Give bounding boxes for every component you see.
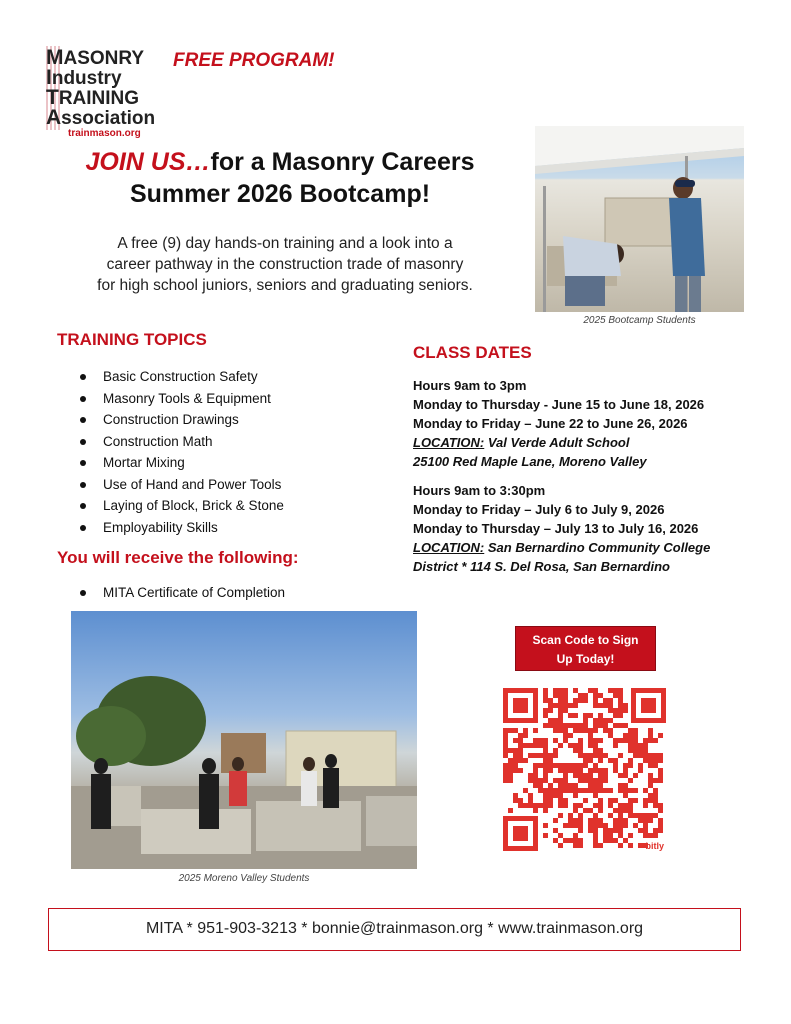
list-item: Basic Construction Safety	[80, 366, 284, 388]
location-name: Val Verde Adult School	[484, 435, 630, 450]
photo2-illustration	[71, 611, 417, 869]
signup-qr-code[interactable]	[503, 688, 666, 851]
bitly-logo: bitly	[645, 841, 664, 851]
intro-paragraph	[70, 233, 500, 296]
session2-dates-line: Monday to Friday – July 6 to July 9, 2026	[413, 502, 665, 517]
logo-row-masonry: MASONRY	[46, 46, 145, 69]
list-item: Employability Skills	[80, 517, 284, 539]
list-item: Mortar Mixing	[80, 452, 284, 474]
session1-address: 25100 Red Maple Lane, Moreno Valley	[413, 454, 647, 469]
class-dates-heading: CLASS DATES	[413, 343, 532, 362]
headline-line2: Summer 2026 Bootcamp!	[129, 180, 431, 208]
mita-logo	[46, 44, 176, 142]
session1-dates-line: Monday to Thursday - June 15 to June 18, 2026	[413, 397, 705, 412]
headline	[40, 146, 520, 210]
session2-hours: Hours 9am to 3:30pm	[413, 483, 546, 498]
contact-footer: MITA * 951-903-3213 * bonnie@trainmason.org * www.trainmason.org	[48, 908, 741, 951]
logo-row-training: TRAINING	[46, 86, 140, 109]
logo-url: trainmason.org	[68, 128, 141, 139]
bootcamp-students-photo	[535, 126, 744, 312]
location-label: LOCATION:	[413, 435, 485, 450]
session1-dates-line: Monday to Friday – June 22 to June 26, 2026	[413, 416, 688, 431]
free-program-label: FREE PROGRAM!	[173, 50, 335, 71]
moreno-valley-students-photo	[71, 611, 417, 869]
headline-line1: for a Masonry Careers	[210, 148, 475, 176]
session2-location	[413, 538, 710, 557]
qr-code-graphic	[503, 688, 666, 851]
intro-line: career pathway in the construction trade of masonry	[106, 256, 464, 273]
receive-heading: You will receive the following:	[57, 548, 299, 567]
logo-row-association: Association	[46, 106, 156, 129]
session2-address: District * 114 S. Del Rosa, San Bernardino	[413, 559, 670, 574]
list-item: Use of Hand and Power Tools	[80, 474, 284, 496]
list-item: Masonry Tools & Equipment	[80, 388, 284, 410]
scan-line: Scan Code to Sign	[532, 633, 639, 647]
logo-row-industry: Industry	[46, 66, 122, 89]
session2-dates-line: Monday to Thursday – July 13 to July 16, 2026	[413, 521, 699, 536]
scan-code-label	[515, 626, 656, 671]
training-topics-list	[80, 366, 284, 538]
intro-line: for high school juniors, seniors and graduating seniors.	[97, 277, 473, 294]
class-dates	[413, 376, 710, 576]
session1-location	[413, 433, 710, 452]
location-name: San Bernardino Community College	[484, 540, 711, 555]
list-item: Laying of Block, Brick & Stone	[80, 495, 284, 517]
scan-line: Up Today!	[556, 652, 615, 666]
join-us-text: JOIN US…	[85, 148, 211, 176]
list-item: MITA Certificate of Completion	[80, 582, 285, 604]
training-topics-heading: TRAINING TOPICS	[57, 330, 207, 349]
location-label: LOCATION:	[413, 540, 485, 555]
receive-list	[80, 582, 285, 604]
list-item: Construction Drawings	[80, 409, 284, 431]
photo1-caption: 2025 Bootcamp Students	[583, 315, 696, 326]
photo2-caption: 2025 Moreno Valley Students	[178, 873, 310, 884]
list-item: Construction Math	[80, 431, 284, 453]
intro-line: A free (9) day hands-on training and a look into a	[117, 235, 453, 252]
photo1-illustration	[535, 126, 744, 312]
session1-hours: Hours 9am to 3pm	[413, 378, 527, 393]
